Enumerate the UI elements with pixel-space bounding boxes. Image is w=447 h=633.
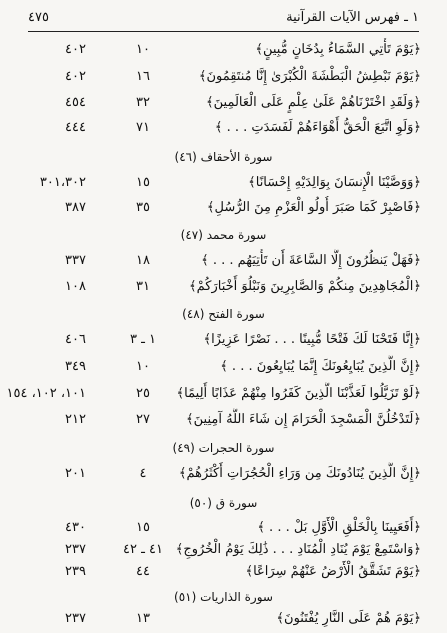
index-row [0, 171, 447, 195]
page-ref: ٤٠٢ [65, 42, 86, 57]
page-ref: ٢١٢ [65, 412, 86, 427]
verse-text: ﴿وَلَقَدِ اخْتَرْنَاهُمْ عَلَىٰ عِلْمٍ عَلَى الْعَالَمِينَ﴾ [206, 95, 421, 110]
surah-heading: سورة الفتح (٤٨) [182, 307, 265, 321]
verse-text: ﴿لَوْ تَزَيَّلُوا لَعَذَّبْنَا الَّذِينَ كَفَرُوا مِنْهُمْ عَذَابًا أَلِيمًا﴾ [176, 386, 421, 401]
page-ref: ٢٠١ [65, 466, 86, 481]
page-header [28, 6, 419, 28]
page-ref: ٤٣٠ [65, 520, 86, 535]
verse-text: ﴿يَوْمَ تَأْتِي السَّمَاءُ بِدُخَانٍ مُّبِينٍ﴾ [255, 42, 421, 57]
page-ref: ٣٠١،٣٠٢ [39, 175, 86, 190]
page-ref: ٤٠٢ [65, 69, 86, 84]
verse-text: ﴿فَاصْبِرْ كَمَا صَبَرَ أُولُو الْعَزْمِ مِنَ الرُّسُلِ﴾ [206, 200, 421, 215]
verse-number: ١٠ [136, 42, 150, 57]
verse-text: ﴿أَفَعَيِينَا بِالْخَلْقِ الْأَوَّلِ بَلْ . . . ﴾ [257, 520, 421, 535]
index-row [0, 275, 447, 299]
verse-number: ٢٧ [136, 412, 150, 427]
verse-number: ١٥ [136, 175, 150, 190]
verse-number: ٢٥ [136, 386, 150, 401]
index-row [0, 328, 447, 352]
index-row [0, 382, 447, 406]
surah-heading: سورة الذاريات (٥١) [174, 590, 273, 604]
verse-text: ﴿إِنَّا فَتَحْنَا لَكَ فَتْحًا مُّبِينًا . . . نَصْرًا عَزِيزًا﴾ [203, 332, 421, 347]
index-row [0, 462, 447, 486]
header-divider [28, 31, 419, 32]
index-row [0, 607, 447, 631]
surah-heading: سورة الحجرات (٤٩) [172, 441, 275, 455]
index-row [0, 65, 447, 89]
page-ref: ٤٤٤ [65, 120, 86, 135]
page-ref: ٢٣٧ [65, 542, 86, 557]
verse-number: ٤ [139, 466, 147, 481]
verse-number: ١٥ [136, 520, 150, 535]
index-row [0, 249, 447, 273]
verse-number: ١٦ [136, 69, 150, 84]
index-row [0, 196, 447, 220]
page-ref: ٤٥٤ [65, 95, 86, 110]
page-ref: ٢٣٩ [65, 564, 86, 579]
verse-text: ﴿لَتَدْخُلُنَّ الْمَسْجِدَ الْحَرَامَ إِن شَاءَ اللَّهُ آمِنِينَ﴾ [186, 412, 421, 427]
index-row [0, 408, 447, 432]
verse-number: ٤١ ـ ٤٢ [122, 542, 163, 557]
index-row [0, 91, 447, 115]
page-ref: ٤٠٦ [65, 332, 86, 347]
page-ref: ٣٤٩ [65, 359, 86, 374]
index-row [0, 38, 447, 62]
verse-number: ٣٥ [136, 200, 150, 215]
page-ref: ١٠١، ١٠٢، ١٥٤ [6, 386, 86, 401]
verse-text: ﴿يَوْمَ نَبْطِشُ الْبَطْشَةَ الْكُبْرَىٰ إِنَّا مُنتَقِمُونَ﴾ [198, 69, 421, 84]
verse-text: ﴿وَوَصَّيْنَا الْإِنسَانَ بِوَالِدَيْهِ إِحْسَانًا﴾ [248, 175, 421, 190]
verse-number: ٣١ [136, 279, 150, 294]
verse-text: ﴿فَهَلْ يَنظُرُونَ إِلَّا السَّاعَةَ أَن تَأْتِيَهُم . . . ﴾ [201, 253, 421, 268]
verse-text: ﴿الْمُجَاهِدِينَ مِنكُمْ وَالصَّابِرِينَ وَنَبْلُوَ أَخْبَارَكُمْ﴾ [189, 279, 421, 294]
page-ref: ٢٣٧ [65, 611, 86, 626]
verse-number: ٤٤ [136, 564, 150, 579]
header-title: ١ ـ فهرس الآيات القرآنية [286, 9, 419, 25]
surah-heading: سورة ق (٥٠) [189, 496, 258, 510]
index-row [0, 538, 447, 562]
index-row [0, 355, 447, 379]
verse-text: ﴿إِنَّ الَّذِينَ يُبَايِعُونَكَ إِنَّمَا يُبَايِعُونَ . . . ﴾ [220, 359, 421, 374]
header-page-number: ٤٧٥ [28, 9, 49, 25]
index-row [0, 516, 447, 540]
verse-number: ١ ـ ٣ [129, 332, 157, 347]
verse-number: ٧١ [136, 120, 150, 135]
page-ref: ٣٨٧ [65, 200, 86, 215]
verse-number: ١٠ [136, 359, 150, 374]
verse-text: ﴿يَوْمَ تَشَقَّقُ الْأَرْضُ عَنْهُمْ سِرَاعًا﴾ [245, 564, 421, 579]
surah-heading: سورة الأحقاف (٤٦) [174, 150, 273, 164]
index-row [0, 116, 447, 140]
verse-number: ١٣ [136, 611, 150, 626]
page-ref: ٣٣٧ [65, 253, 86, 268]
surah-heading: سورة محمد (٤٧) [180, 228, 267, 242]
verse-text: ﴿وَلَوِ اتَّبَعَ الْحَقُّ أَهْوَاءَهُمْ لَفَسَدَتِ . . . ﴾ [214, 120, 421, 135]
page-ref: ١٠٨ [65, 279, 86, 294]
verse-text: ﴿يَوْمَ هُمْ عَلَى النَّارِ يُفْتَنُونَ﴾ [276, 611, 421, 626]
verse-number: ١٨ [136, 253, 150, 268]
verse-number: ٣٢ [136, 95, 150, 110]
index-row [0, 560, 447, 584]
verse-text: ﴿وَاسْتَمِعْ يَوْمَ يُنَادِ الْمُنَادِ . . . ذَٰلِكَ يَوْمُ الْخُرُوجِ﴾ [176, 542, 421, 557]
verse-text: ﴿إِنَّ الَّذِينَ يُنَادُونَكَ مِن وَرَاءِ الْحُجُرَاتِ أَكْثَرُهُمْ﴾ [178, 466, 421, 481]
